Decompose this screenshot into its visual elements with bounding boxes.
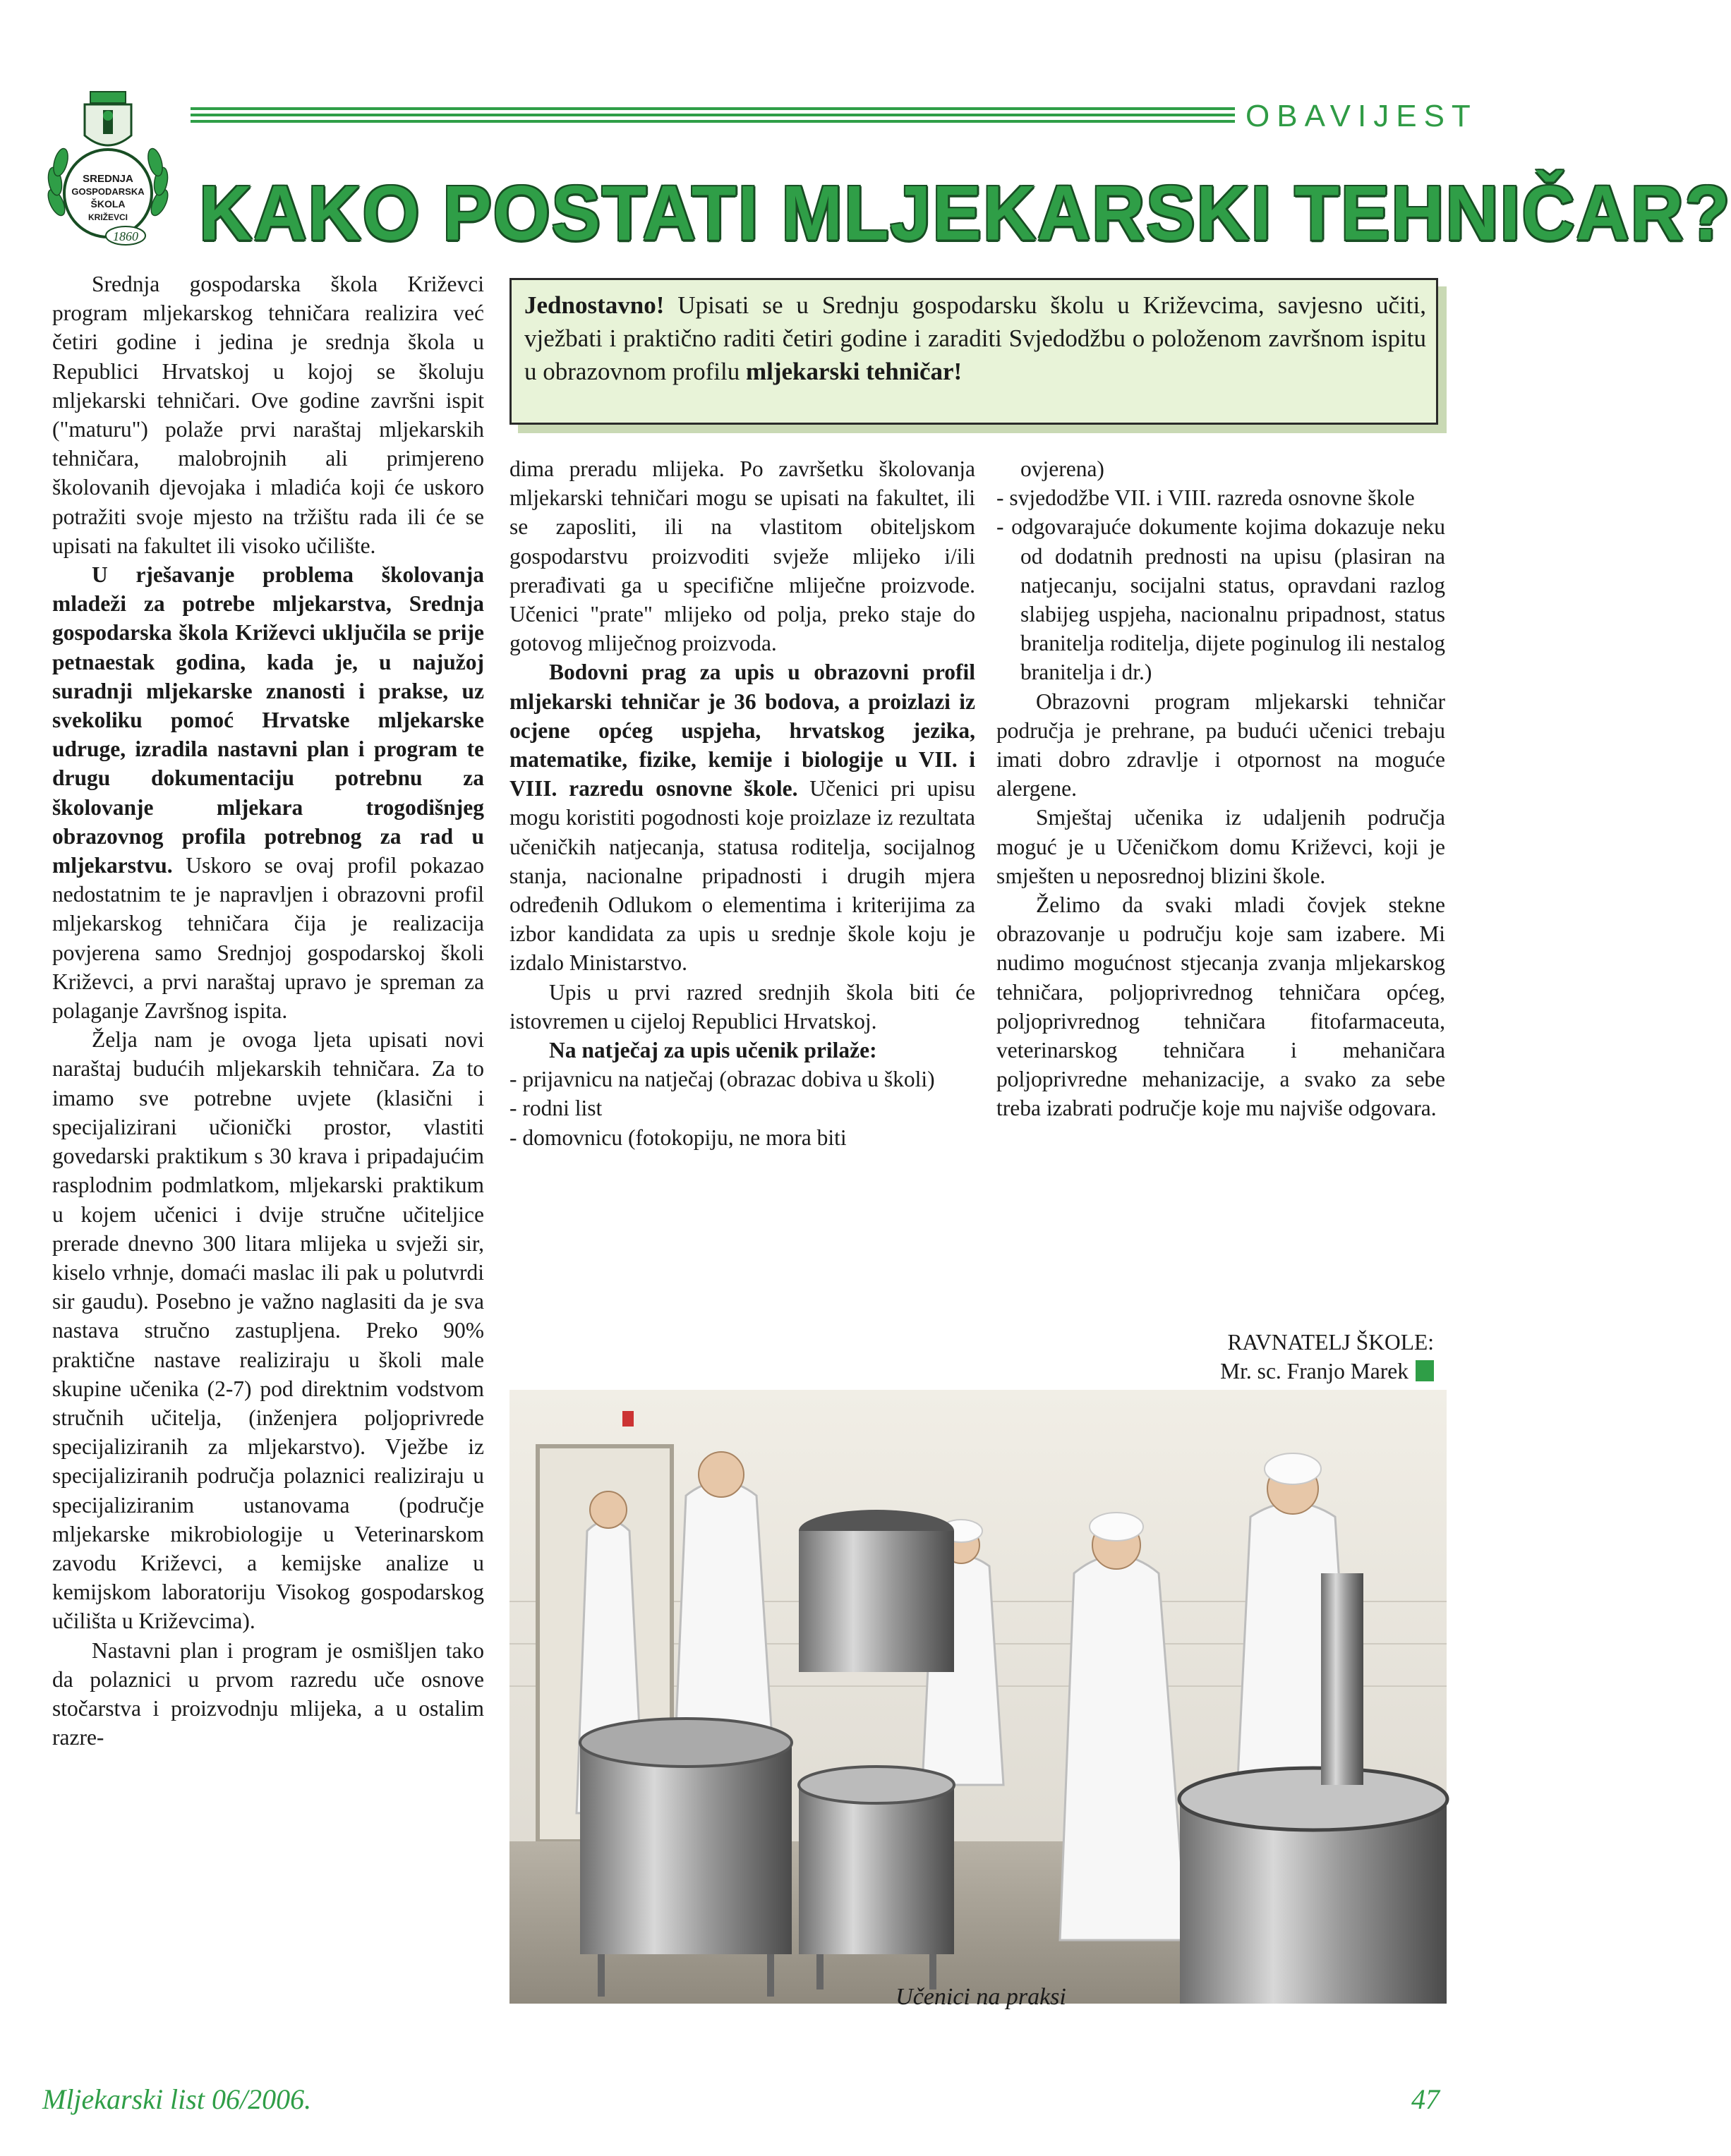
callout-body: Upisati se u Srednju gospodarsku školu u Križevcima, savjesno učiti, vježbati i praktično raditi četiri godine i zaraditi Svjedodžbu o položenom završnom ispitu u obrazovnom profilu bbox=[524, 291, 1426, 385]
paragraph: Nastavni plan i program je osmišljen tako da polaznici u prvom razredu uče osnove stočarstva i proizvodnju mlijeka, a u ostalim razre- bbox=[52, 1637, 484, 1750]
paragraph bbox=[509, 658, 975, 977]
page-number: 47 bbox=[1411, 2083, 1440, 2115]
signature-role: RAVNATELJ ŠKOLE: bbox=[1227, 1330, 1434, 1355]
bold-text: Bodovni prag za upis u obrazovni profil mljekarski tehničar je 36 bodova, a proizlazi iz ocjene općeg uspjeha, hrvatskog jezika, matematike, fizike, kemije i biologije u VII. i VIII. razredu osnovne škole. bbox=[509, 660, 975, 801]
section-label: OBAVIJEST bbox=[1246, 99, 1478, 133]
list-item-continuation: ovjerena) bbox=[1020, 456, 1104, 481]
article-column-3 bbox=[996, 454, 1445, 1123]
callout-text bbox=[524, 289, 1426, 388]
paragraph: dima preradu mlijeka. Po završetku školovanja mljekarski tehničari mogu se upisati na fakultet, ili se zaposliti, ili na vlastitom obiteljskom gospodarstvu proizvoditi svježe mlijeko i/ili prerađivati ga u specifične mliječne proizvode. Učenici "prate" mlijeko od polja, preko staje do gotovog mliječnog proizvoda. bbox=[509, 456, 975, 656]
paragraph: Želimo da svaki mladi čovjek stekne obrazovanje u području koje sam izabere. Mi nudimo mogućnost stjecanja zvanja mljekarskog tehničara, poljoprivrednog tehničara općeg, poljoprivrednog tehničara fitofarmaceuta, veterinarskog tehničara i mehaničara poljoprivredne mehanizacije, a svako za sebe treba izabrati područje koje mu najviše odgovara. bbox=[996, 892, 1445, 1121]
paragraph bbox=[52, 560, 484, 1025]
signature-name-line bbox=[996, 1357, 1434, 1386]
school-logo bbox=[41, 79, 175, 248]
callout-lead: Jednostavno! bbox=[524, 291, 665, 319]
article-photo bbox=[509, 1390, 1447, 2004]
paragraph: Upis u prvi razred srednjih škola biti će istovremen u cijeloj Republici Hrvatskoj. bbox=[509, 979, 975, 1034]
callout-box bbox=[509, 278, 1438, 425]
list-item: - rodni list bbox=[509, 1096, 603, 1121]
svg-text:SREDNJA: SREDNJA bbox=[83, 173, 133, 185]
photo-caption: Učenici na praksi bbox=[895, 1984, 1066, 2010]
journal-name: Mljekarski list 06/2006. bbox=[42, 2083, 312, 2115]
end-mark-icon bbox=[1416, 1360, 1434, 1381]
paragraph: Obrazovni program mljekarski tehničar područja je prehrane, pa budući učenici trebaju imati dobro zdravlje i otpornost na moguće alergene. bbox=[996, 689, 1445, 801]
list-item: - svjedodžbe VII. i VIII. razreda osnovne škole bbox=[996, 485, 1415, 511]
callout-end: mljekarski tehničar! bbox=[745, 358, 963, 385]
list-item: - prijavnicu na natječaj (obrazac dobiva u školi) bbox=[509, 1067, 935, 1092]
paragraph: Želja nam je ovoga ljeta upisati novi naraštaj budućih mljekarskih tehničara. Za to imamo sve potrebne uvjete (klasični i specijalizirani učionički prostor, vlastiti govedarski praktikum s 30 krava i pripadajućim rasplodnim podmlatkom, mljekarski praktikum u kojem učenici i dvije stručne učiteljice prerade dnevno 300 litara mlijeka u svježi sir, kiselo vrhnje, domaći maslac ili pak u polutvrdi sir gaudu). Posebno je važno naglasiti da je sva nastava stručno zastupljena. Preko 90% praktične nastave realiziraju u školi male skupine učenika (2-7) pod direktnim vodstvom stručnih učitelja, (inženjera poljoprivrede specijaliziranih za mljekarstvo). Vježbe iz specijaliziranih područja polaznici realiziraju u specijaliziranim ustanovama (područje mljekarske mikrobiologije u Veterinarskom zavodu Križevci, a kemijske analize u kemijskom laboratoriju Visokog gospodarskog učilišta u Križevcima). bbox=[52, 1027, 484, 1634]
list-item: - domovnicu (fotokopiju, ne mora biti bbox=[509, 1125, 847, 1150]
paragraph-text: Učenici pri upisu mogu koristiti pogodnosti koje proizlaze iz rezultata učeničkih natjecanja, statusa roditelja, socijalnog stanja, nacionalne pripadnosti i drugih mjera određenih Odlukom o elementima i kriterijima za izbor kandidata za upis u srednje škole koju je izdalo Ministarstvo. bbox=[509, 776, 975, 976]
paragraph-text: Uskoro se ovaj profil pokazao nedostatnim te je napravljen i obrazovni profil mljekarskog tehničara čija je realizacija povjerena samo Srednjoj gospodarskoj školi Križevci, a prvi naraštaj upravo je spreman za polaganje Završnog ispita. bbox=[52, 853, 484, 1024]
header-rule bbox=[191, 107, 1235, 123]
paragraph: Smještaj učenika iz udaljenih područja moguć je u Učeničkom domu Križevci, koji je smješten u neposrednoj blizini škole. bbox=[996, 805, 1445, 888]
svg-text:ŠKOLA: ŠKOLA bbox=[90, 198, 126, 210]
signature-name: Mr. sc. Franjo Marek bbox=[1220, 1359, 1409, 1383]
svg-text:KRIŽEVCI: KRIŽEVCI bbox=[88, 212, 128, 222]
svg-text:GOSPODARSKA: GOSPODARSKA bbox=[71, 186, 145, 197]
paragraph: Srednja gospodarska škola Križevci program mljekarskog tehničara realizira već četiri godine i jedina je srednja škola u Republici Hrvatskoj u kojoj se školuju mljekarski tehničari. Ove godine završni ispit ("maturu") polaže prvi naraštaj mljekarskih tehničara, malobrojnih ali primjereno školovanih djevojaka i mladića koji će uskoro potražiti svoje mjesto na tržištu rada ili će se upisati na fakultet ili visoko učilište. bbox=[52, 272, 484, 558]
signature bbox=[996, 1328, 1434, 1386]
svg-text:1860: 1860 bbox=[113, 229, 138, 243]
article-column-2 bbox=[509, 454, 975, 1152]
bold-text: U rješavanje problema školovanja mladeži za potrebe mljekarstva, Srednja gospodarska škola Križevci uključila se prije petnaestak godina, kada je, u najužoj suradnji mljekarske znanosti i prakse, uz svekoliku pomoć Hrvatske mljekarske udruge, izradila nastavni plan i program te drugu dokumentaciju potrebnu za školovanje mljekara trogodišnjeg obrazovnog profila potrebnog za rad u mljekarstvu. bbox=[52, 562, 484, 878]
page-title: KAKO POSTATI MLJEKARSKI TEHNIČAR? bbox=[199, 171, 1731, 257]
article-column-1 bbox=[52, 270, 484, 1752]
list-item: - odgovarajuće dokumente kojima dokazuje neku od dodatnih prednosti na upisu (plasiran na natjecanju, socijalni status, opravdani razlog slabijeg uspjeha, nacionalnu pripadnost, status branitelja roditelja, dijete poginulog ili nestalog branitelja i dr.) bbox=[996, 514, 1445, 685]
list-heading: Na natječaj za upis učenik prilaže: bbox=[549, 1038, 877, 1063]
